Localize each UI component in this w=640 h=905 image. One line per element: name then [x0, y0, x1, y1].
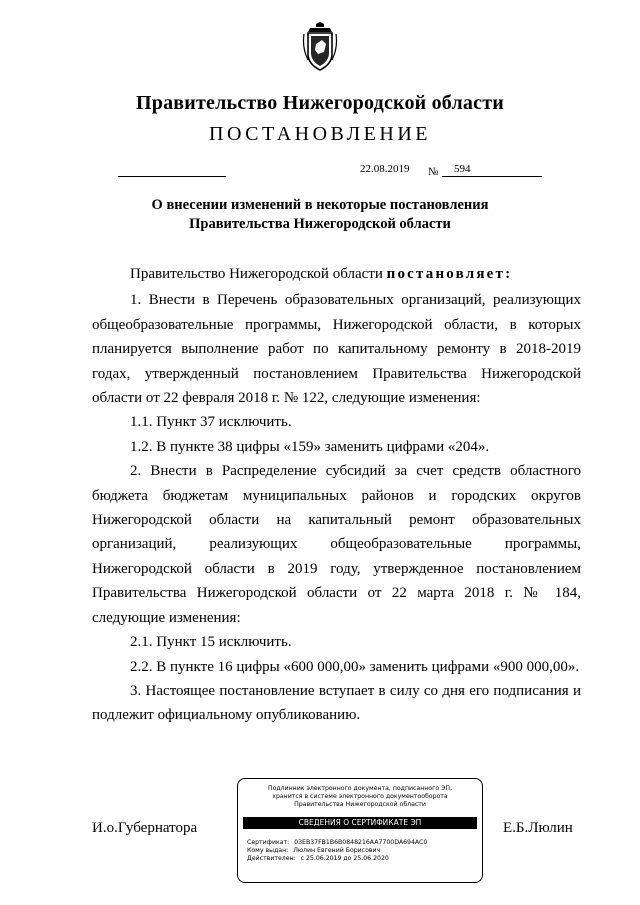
certificate-value: 03EB37FB1B6B0848216AA7700DA694AC0	[294, 839, 428, 846]
paragraph-2-1: 2.1. Пункт 15 исключить.	[130, 634, 292, 651]
valid-label: Действителен:	[247, 855, 296, 862]
intro-paragraph	[92, 262, 581, 286]
paragraph-2-2: 2.2. В пункте 16 цифры «600 000,00» заменить цифрами «900 000,00».	[130, 658, 580, 675]
stamp-line-3: Правительства Нижегородской области	[294, 801, 426, 808]
valid-row	[247, 855, 482, 863]
subject-line-1: О внесении изменений в некоторые постановления	[151, 197, 489, 213]
paragraph-1: 1. Внести в Перечень образовательных организаций, реализующих общеобразовательные программы, Нижегородской области, в которых планируется выполнение работ по капитальному ремонту в 2018-2019 годах, утвержденный постановлением Правительства Нижегородской области от 22 февраля 2018 г. № 122, следующие изменения:	[92, 292, 581, 407]
document-subject	[0, 196, 640, 234]
stamp-line-1: Подлинник электронного документа, подписанного ЭП,	[267, 785, 453, 792]
certificate-info-bar: СВЕДЕНИЯ О СЕРТИФИКАТЕ ЭП	[243, 817, 477, 829]
valid-value: с 25.06.2019 до 25.06.2020	[300, 855, 389, 862]
certificate-label: Сертификат:	[247, 839, 290, 846]
organization-name: Правительство Нижегородской области	[136, 92, 504, 114]
document-number: 594	[442, 163, 542, 177]
document-date: 22.08.2019	[360, 163, 410, 175]
number-label: №	[428, 166, 439, 178]
signatory-name: Е.Б.Люлин	[503, 820, 573, 836]
signatory-position: И.о.Губернатора	[92, 820, 198, 836]
subject-line-2: Правительства Нижегородской области	[189, 216, 451, 232]
paragraph-1-1: 1.1. Пункт 37 исключить.	[130, 414, 292, 431]
paragraph-2: 2. Внести в Распределение субсидий за счет средств областного бюджета бюджетам муниципальных районов и городских округов Нижегородской области на капитальный ремонт образовательных организаций, реализующих общеобразовательные программы, Нижегородской области в 2019 году, утвержденное постановлением Правительства Нижегородской области от 22 марта 2018 г. № 184, следующие изменения:	[92, 463, 581, 626]
certificate-row	[247, 839, 482, 847]
certificate-details	[247, 839, 482, 863]
stamp-line-2: хранится в системе электронного документооборота	[272, 793, 448, 800]
issued-row	[247, 847, 482, 855]
document-type: ПОСТАНОВЛЕНИЕ	[209, 123, 431, 145]
intro-text: Правительство Нижегородской области	[130, 266, 383, 282]
issued-value: Люлин Евгений Борисович	[293, 847, 381, 854]
coat-of-arms-emblem	[302, 22, 338, 72]
paragraph-3: 3. Настоящее постановление вступает в силу со дня его подписания и подлежит официальному опубликованию.	[92, 682, 581, 724]
decree-word: постановляет:	[386, 266, 513, 282]
document-body	[92, 262, 581, 728]
stamp-header	[238, 785, 482, 809]
paragraph-1-2: 1.2. В пункте 38 цифры «159» заменить цифрами «204».	[130, 438, 490, 455]
issued-label: Кому выдан:	[247, 847, 289, 854]
blank-line	[118, 176, 226, 177]
e-signature-stamp	[237, 778, 483, 883]
